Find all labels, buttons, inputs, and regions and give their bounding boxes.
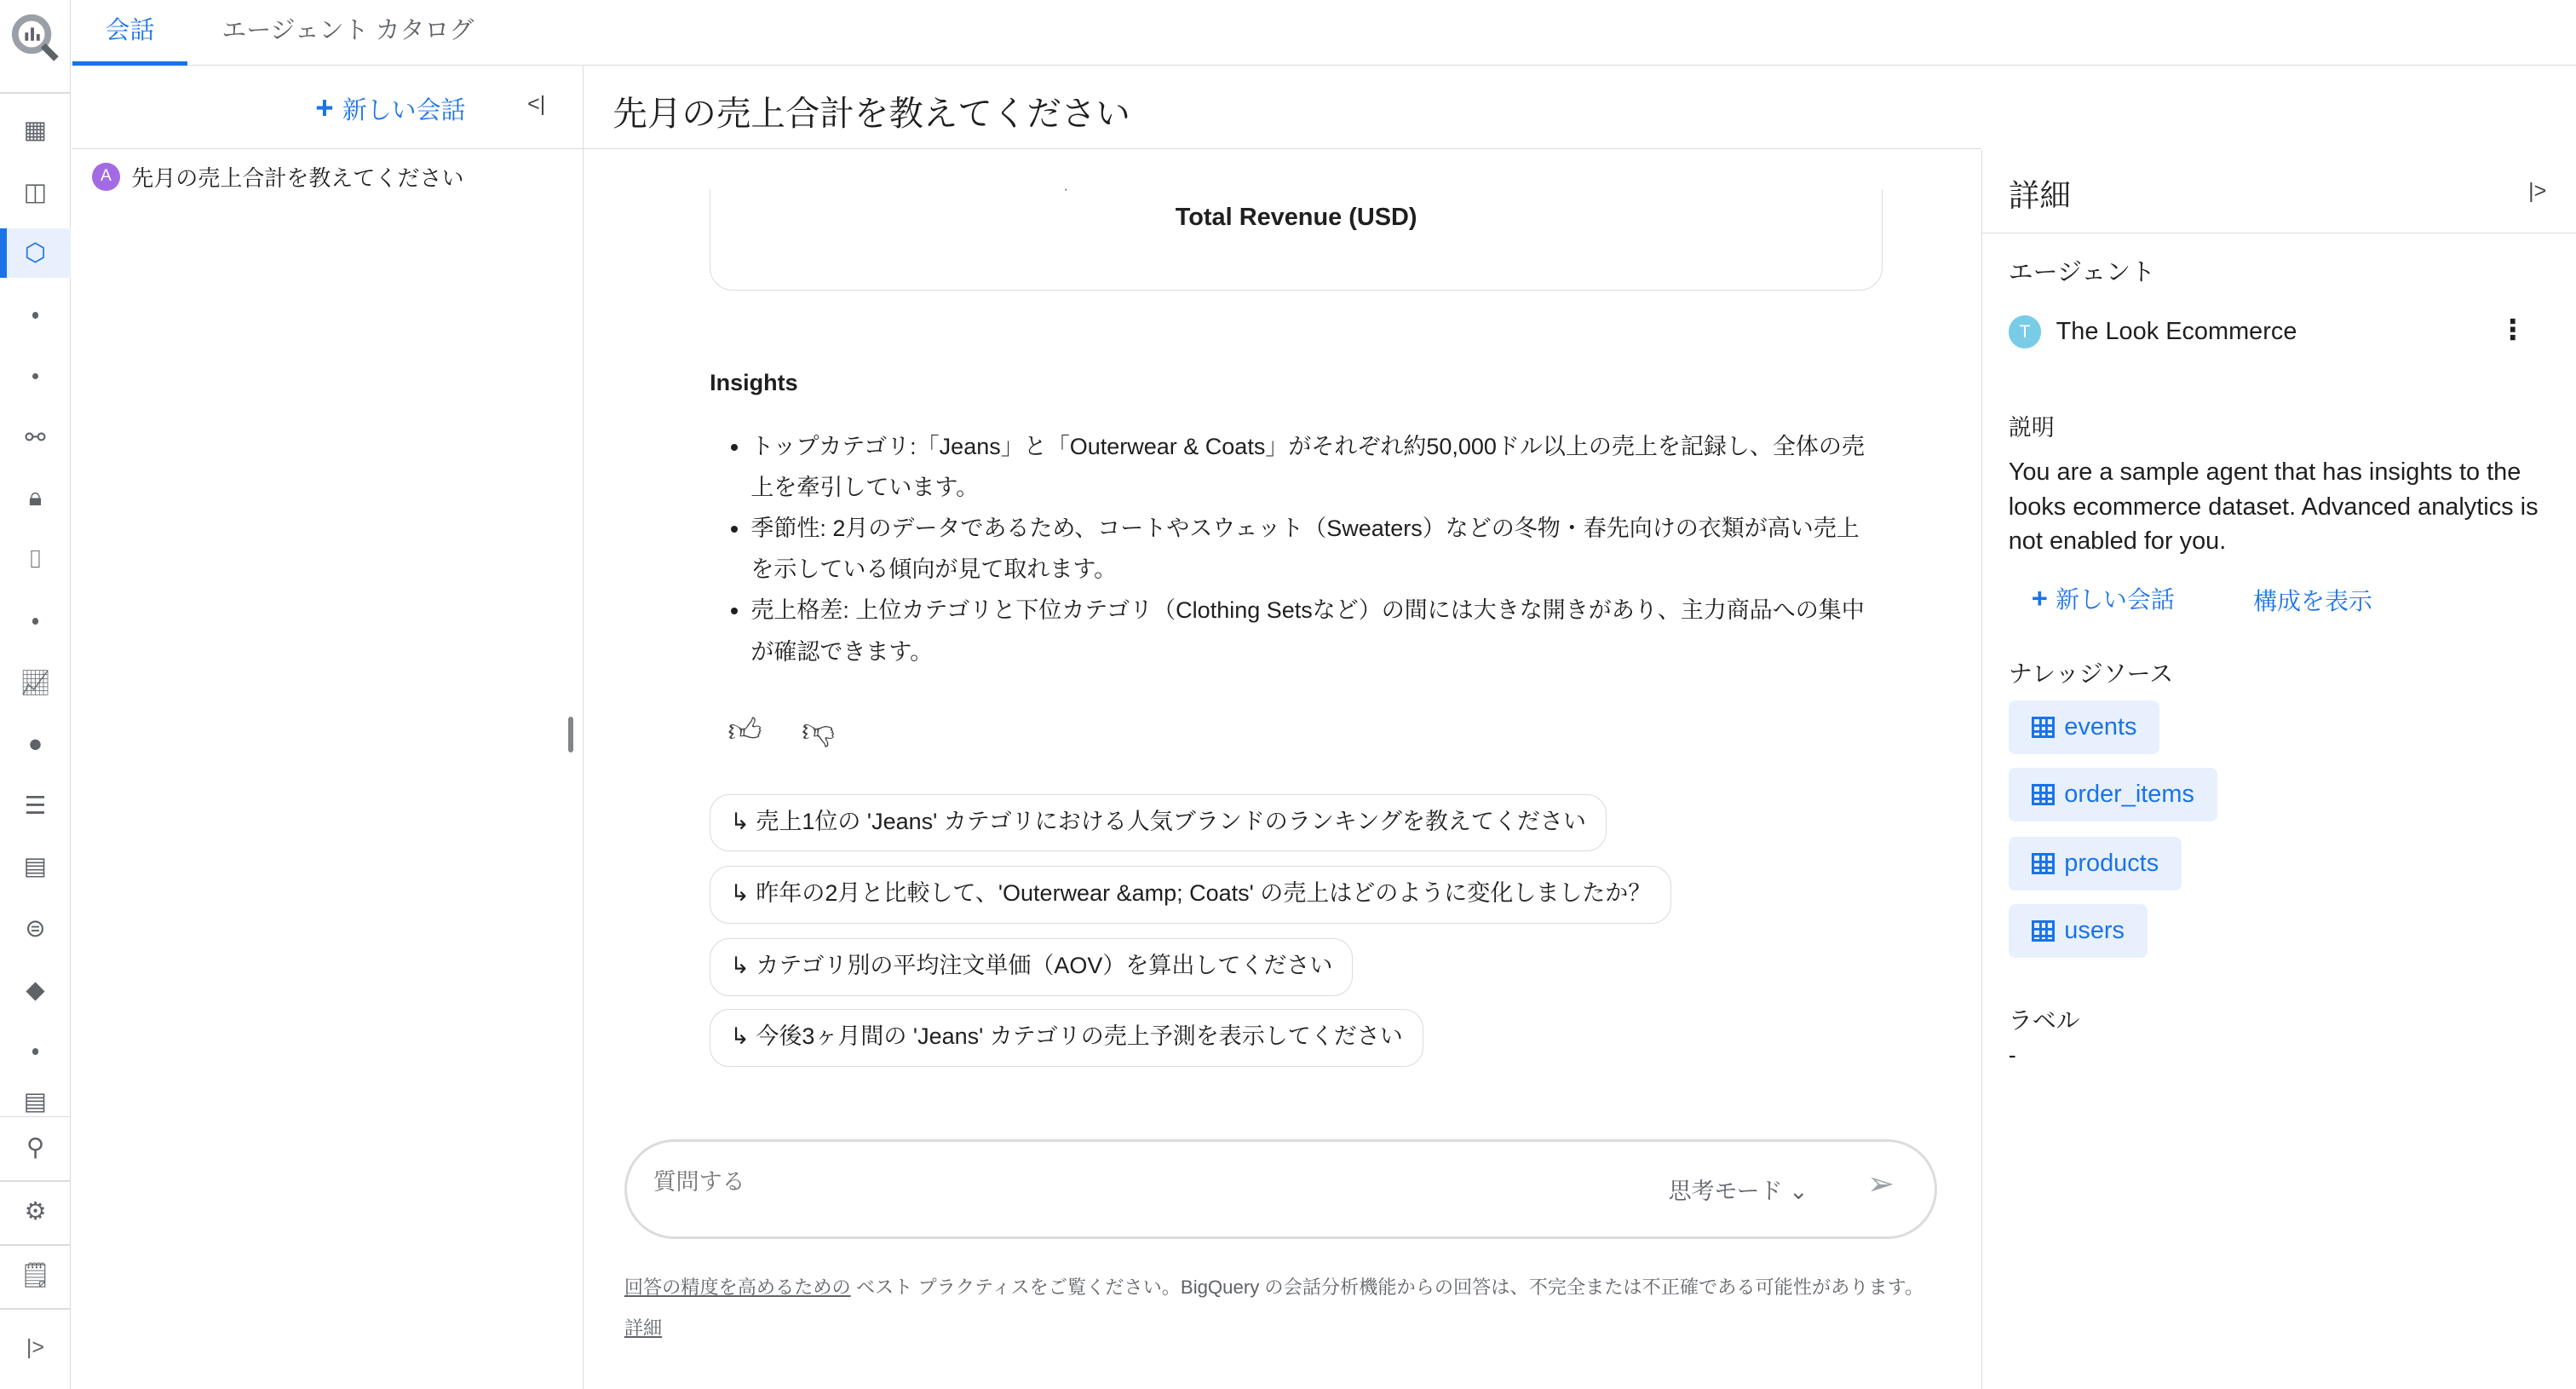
insights-title: Insights [710,369,798,395]
thumbs-down-icon[interactable]: 👎︎ [802,712,836,750]
learn-more-link[interactable]: 詳細 [624,1317,663,1339]
chart-axis-title: Total Revenue (USD) [1175,204,1417,232]
more-vert-icon[interactable]: ⋮ [2498,314,2527,346]
description-label: 説明 [2008,415,2055,441]
source-chip-events[interactable]: events [2009,700,2160,755]
details-panel [1981,150,2576,1389]
suggestion-chip[interactable]: ↳ カテゴリ別の平均注文単価（AOV）を算出してください [710,938,1353,996]
explore-icon[interactable]: ● [27,730,43,758]
table-icon [2032,920,2055,942]
agent-avatar: T [2009,315,2042,349]
thumbs-up-icon[interactable]: 👍︎ [727,712,762,750]
history-item[interactable] [92,161,464,193]
insight-item: • 季節性: 2月のデータであるため、コートやスウェット（Sweaters）などの冬物・春先向けの衣類が高い売上を示している傾向が見て取れます。 [750,508,1867,590]
dashboard-icon[interactable]: ▦ [23,116,48,144]
layout-icon[interactable]: ◫ [23,179,48,207]
collapse-panel-icon[interactable]: <| [527,91,546,116]
table-icon [2032,717,2055,738]
send-icon[interactable]: ➢ [1866,1165,1895,1202]
agent-description: You are a sample agent that has insights to the looks ecommerce dataset. Advanced analytics is not enabled for you. [2008,458,2539,556]
best-practices-link[interactable]: 回答の精度を高めるための [624,1276,851,1298]
nav-dot-icon[interactable] [0,352,71,401]
agent-icon[interactable]: ⬡ [0,228,71,278]
chevron-down-icon: ⌄ [1789,1179,1808,1205]
agent-label: エージェント [2008,259,2156,286]
chat-input-box [624,1139,1937,1240]
conversation-history-panel [72,66,584,1389]
suggestion-chip[interactable]: ↳ 昨年の2月と比較して、'Outerwear &amp; Coats' の売上はどのように変化しましたか？ [710,866,1671,924]
hierarchy-icon[interactable]: ⚲ [26,1133,45,1161]
source-chip-order-items[interactable]: order_items [2009,768,2217,822]
view-config-link[interactable]: 構成を表示 [2253,587,2372,614]
settings-icon[interactable]: ⚙ [24,1197,47,1225]
details-title: 詳細 [2008,177,2071,213]
plus-icon: + [315,90,342,126]
agent-name: The Look Ecommerce [2056,318,2297,346]
lock-icon[interactable]: 🔒︎ [28,483,43,511]
diamond-icon[interactable]: ◆ [26,976,45,1004]
chart-card: · Total Revenue (USD) [710,189,1883,291]
insights-list [710,426,1868,672]
details-new-conversation-button[interactable]: + 新しい会話 [2031,581,2175,614]
collapse-details-icon[interactable]: |> [2528,179,2547,204]
pipeline-icon[interactable]: ⚯ [25,424,46,452]
question-input[interactable] [653,1169,1607,1196]
left-nav-rail [0,0,71,1389]
tab-conversations[interactable]: 会話 [72,0,187,66]
nav-dot-icon[interactable] [0,291,71,340]
bigquery-logo[interactable] [10,13,63,66]
table-icon [2032,784,2055,805]
resize-handle[interactable] [568,717,573,752]
plus-icon: + [2031,581,2056,614]
tab-agent-catalog[interactable]: エージェント カタログ [221,17,474,44]
nav-dot-icon[interactable] [0,1027,71,1076]
chat-main [584,66,1981,1389]
list-icon[interactable]: ▤ [23,1087,48,1115]
top-tabs [72,0,2576,66]
disclaimer: 回答の精度を高めるための ベスト プラクティスをご覧ください。BigQuery の会話分析機能からの回答は、不完全または不正確である可能性があります。 [624,1276,1924,1298]
source-chip-products[interactable]: products [2009,837,2182,891]
insight-item: • 売上格差: 上位カテゴリと下位カテゴリ（Clothing Setsなど）の間には大きな開きがあり、主力商品への集中が確認できます。 [750,590,1867,671]
table-icon [2032,853,2055,874]
history-item-title: 先月の売上合計を教えてください [131,164,464,191]
table-icon[interactable]: ▤ [23,852,48,880]
tune-icon[interactable]: ☰ [24,792,47,820]
labels-label: ラベル [2008,1006,2080,1034]
new-conversation-button[interactable]: + 新しい会話 [315,90,466,126]
suggestion-chip[interactable]: ↳ 売上1位の 'Jeans' カテゴリにおける人気ブランドのランキングを教えてください [710,794,1607,852]
avatar: A [92,163,120,191]
expand-rail-icon[interactable]: |> [26,1334,45,1359]
source-chip-users[interactable]: users [2009,904,2148,959]
page-title: 先月の売上合計を教えてください [584,66,1981,149]
labels-value: - [2008,1041,2016,1068]
nav-dot-icon[interactable] [0,597,71,646]
chat-icon[interactable]: ⊜ [25,915,46,943]
knowledge-sources-label: ナレッジソース [2008,660,2174,687]
insight-item: • トップカテゴリ:「Jeans」と「Outerwear & Coats」がそれぞれ約50,000ドル以上の売上を記録し、全体の売上を牽引しています。 [750,426,1867,508]
agent-row [2009,315,2297,349]
release-notes-icon[interactable]: 🗒︎ [20,1261,51,1289]
thinking-mode-dropdown[interactable]: 思考モード ⌄ [1668,1179,1808,1205]
suggestion-chip[interactable]: ↳ 今後3ヶ月間の 'Jeans' カテゴリの売上予測を表示してください [710,1009,1423,1067]
chart-icon[interactable]: 📈︎ [20,670,51,698]
scan-icon[interactable]: ⌷ [27,546,43,574]
